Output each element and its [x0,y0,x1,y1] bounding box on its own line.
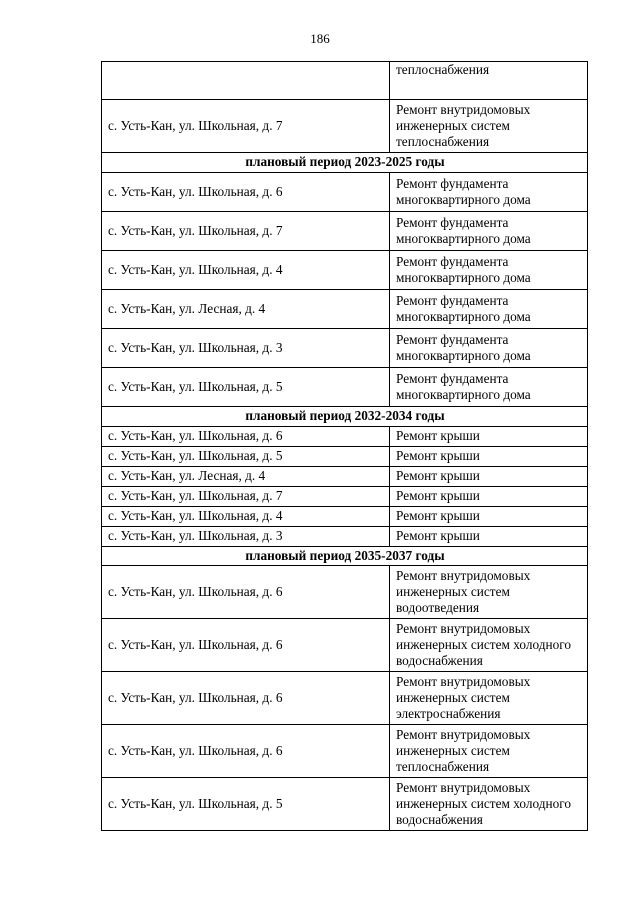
address-cell: с. Усть-Кан, ул. Школьная, д. 3 [102,329,390,368]
work-type-cell: Ремонт крыши [390,507,588,527]
address-cell: с. Усть-Кан, ул. Школьная, д. 7 [102,100,390,153]
work-type-cell: Ремонт внутридомовых инженерных систем теплоснабжения [390,725,588,778]
address-cell: с. Усть-Кан, ул. Школьная, д. 5 [102,778,390,831]
work-type-cell: Ремонт фундамента многоквартирного дома [390,368,588,407]
table-row [102,212,588,251]
work-type-cell: Ремонт фундамента многоквартирного дома [390,173,588,212]
address-cell: с. Усть-Кан, ул. Школьная, д. 6 [102,427,390,447]
work-type-cell: Ремонт крыши [390,467,588,487]
page-number: 186 [310,31,330,46]
address-cell: с. Усть-Кан, ул. Школьная, д. 4 [102,507,390,527]
address-cell: с. Усть-Кан, ул. Школьная, д. 7 [102,212,390,251]
work-type-cell: Ремонт фундамента многоквартирного дома [390,251,588,290]
work-type-cell: Ремонт крыши [390,427,588,447]
work-type-cell: Ремонт крыши [390,447,588,467]
address-cell: с. Усть-Кан, ул. Лесная, д. 4 [102,467,390,487]
work-type-cell: Ремонт внутридомовых инженерных систем водоотведения [390,566,588,619]
table-row [102,251,588,290]
table-row [102,672,588,725]
address-cell: с. Усть-Кан, ул. Школьная, д. 6 [102,619,390,672]
work-type-cell: Ремонт фундамента многоквартирного дома [390,290,588,329]
address-cell: с. Усть-Кан, ул. Школьная, д. 3 [102,527,390,547]
address-cell: с. Усть-Кан, ул. Школьная, д. 6 [102,725,390,778]
address-cell: с. Усть-Кан, ул. Школьная, д. 6 [102,672,390,725]
section-title: плановый период 2032-2034 годы [102,407,588,427]
section-title: плановый период 2023-2025 годы [102,153,588,173]
section-header-row [102,547,588,566]
table-row [102,62,588,100]
table-row [102,566,588,619]
table-row [102,173,588,212]
table-row [102,447,588,467]
work-type-cell: Ремонт внутридомовых инженерных систем теплоснабжения [390,100,588,153]
address-cell: с. Усть-Кан, ул. Лесная, д. 4 [102,290,390,329]
work-type-cell: Ремонт внутридомовых инженерных систем холодного водоснабжения [390,619,588,672]
address-cell: с. Усть-Кан, ул. Школьная, д. 4 [102,251,390,290]
table-row [102,467,588,487]
table-row [102,290,588,329]
address-cell: с. Усть-Кан, ул. Школьная, д. 6 [102,173,390,212]
table-row [102,100,588,153]
section-header-row [102,407,588,427]
address-cell [102,62,390,100]
table-row [102,725,588,778]
work-type-cell: Ремонт фундамента многоквартирного дома [390,329,588,368]
section-title: плановый период 2035-2037 годы [102,547,588,566]
table-row [102,487,588,507]
table-row [102,507,588,527]
address-cell: с. Усть-Кан, ул. Школьная, д. 5 [102,447,390,467]
table-row [102,368,588,407]
work-type-cell: Ремонт внутридомовых инженерных систем холодного водоснабжения [390,778,588,831]
work-type-cell: Ремонт крыши [390,487,588,507]
table-row [102,329,588,368]
table-row [102,619,588,672]
repair-schedule-table [101,61,588,831]
section-header-row [102,153,588,173]
address-cell: с. Усть-Кан, ул. Школьная, д. 5 [102,368,390,407]
address-cell: с. Усть-Кан, ул. Школьная, д. 6 [102,566,390,619]
table-row [102,527,588,547]
work-type-cell: теплоснабжения [390,62,588,100]
table-row [102,427,588,447]
work-type-cell: Ремонт внутридомовых инженерных систем электроснабжения [390,672,588,725]
work-type-cell: Ремонт фундамента многоквартирного дома [390,212,588,251]
table-row [102,778,588,831]
table-body [102,62,588,831]
address-cell: с. Усть-Кан, ул. Школьная, д. 7 [102,487,390,507]
work-type-cell: Ремонт крыши [390,527,588,547]
